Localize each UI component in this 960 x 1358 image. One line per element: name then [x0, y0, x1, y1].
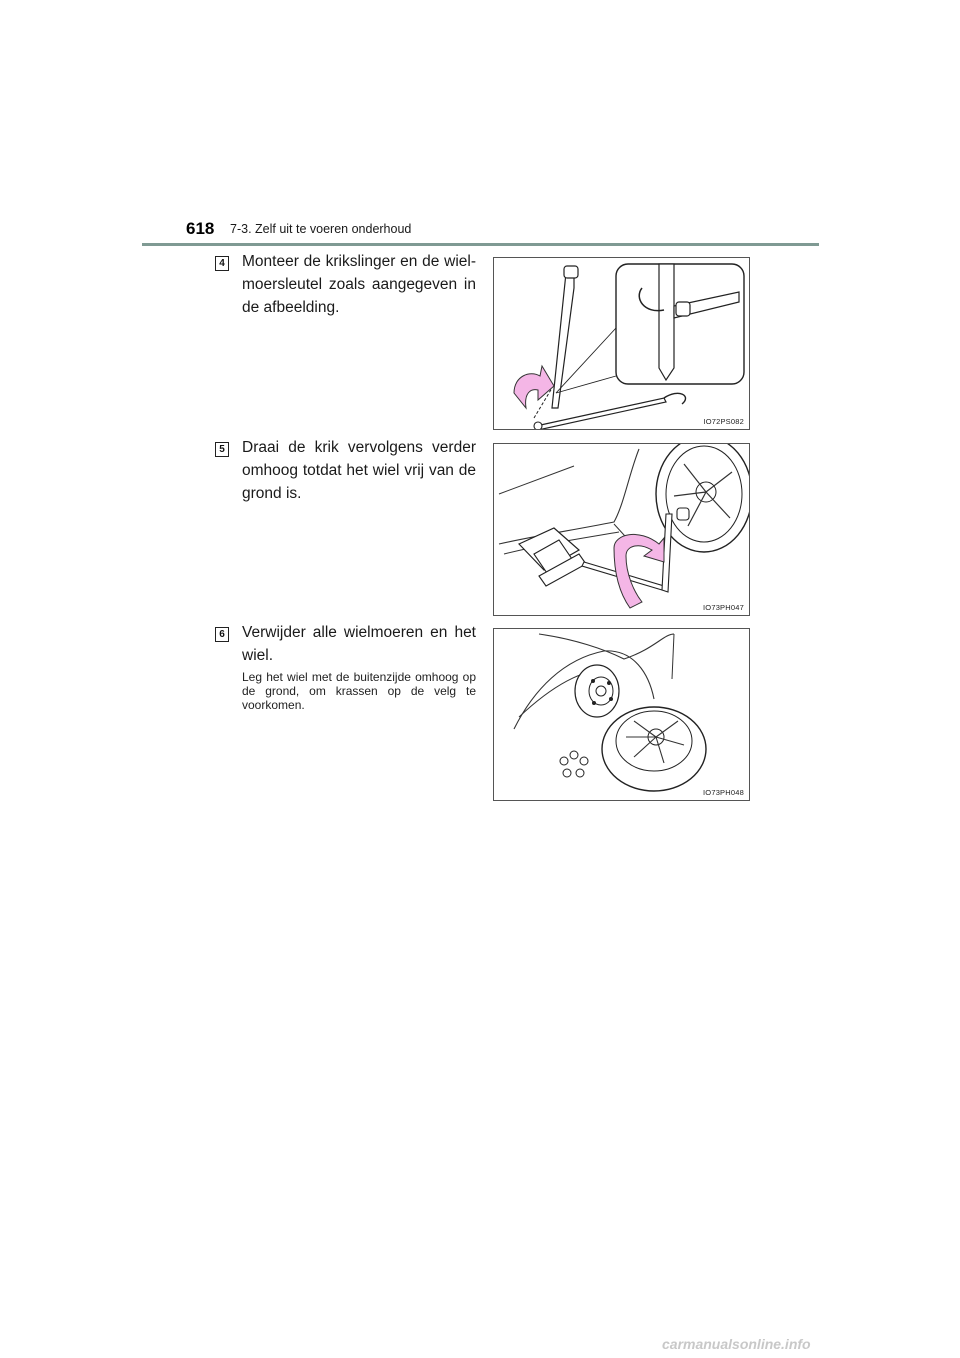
- step-number-badge: 5: [215, 442, 229, 457]
- section-title: 7-3. Zelf uit te voeren onderhoud: [230, 222, 412, 236]
- step-instruction: Monteer de krikslinger en de wiel-moersleutel zoals aangegeven in de afbeelding.: [242, 253, 476, 316]
- figure-remove-wheel: [493, 628, 750, 801]
- figure-code: IO73PH047: [703, 603, 744, 612]
- figure-raise-jack: [493, 443, 750, 616]
- step-instruction: Verwijder alle wielmoeren en het wiel.: [242, 624, 476, 664]
- figure-jack-handle-assembly: [493, 257, 750, 430]
- jack-handle-illustration: [494, 258, 750, 430]
- header-rule: [142, 243, 819, 246]
- step-instruction: Draai de krik vervolgens verder omhoog totdat het wiel vrij van de grond is.: [242, 439, 476, 502]
- step-note: Leg het wiel met de buitenzijde omhoog op de grond, om krassen op de velg te voorkomen.: [242, 670, 476, 712]
- watermark: carmanualsonline.info: [662, 1336, 811, 1352]
- wheel-removed-illustration: [494, 629, 750, 801]
- figure-code: IO72PS082: [703, 417, 744, 426]
- step-number-badge: 4: [215, 256, 229, 271]
- figure-code: IO73PH048: [703, 788, 744, 797]
- page-number: 618: [186, 219, 215, 238]
- step-number-badge: 6: [215, 627, 229, 642]
- jack-raise-illustration: [494, 444, 750, 616]
